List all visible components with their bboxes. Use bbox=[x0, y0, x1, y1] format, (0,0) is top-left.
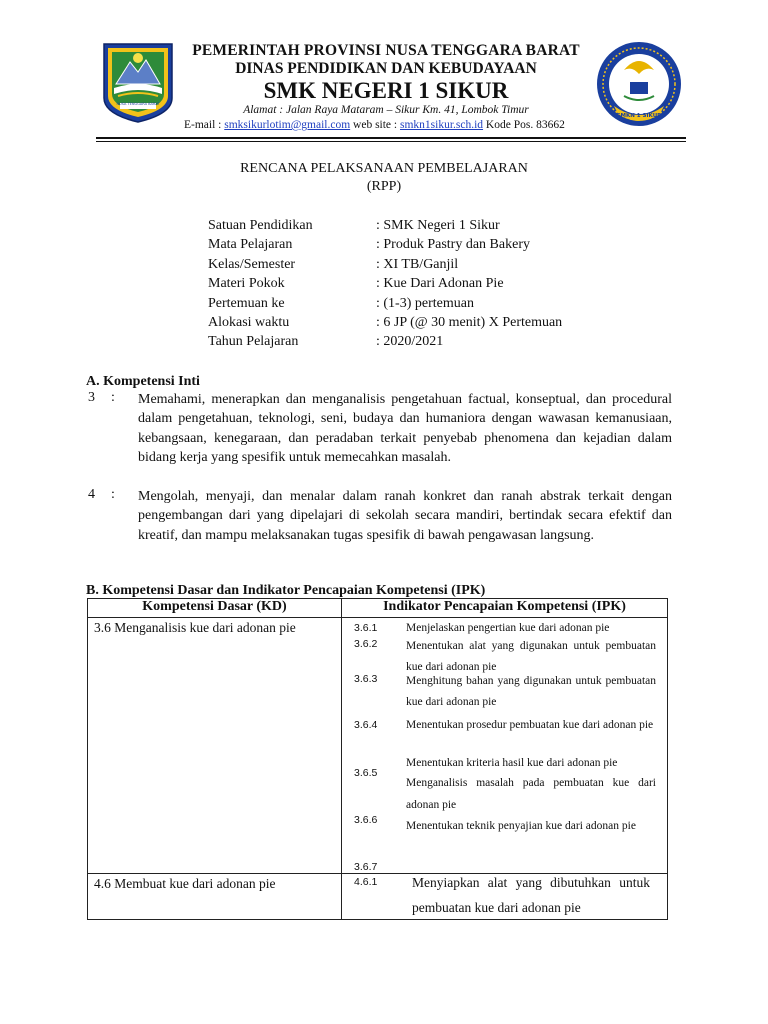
info-label: Kelas/Semester bbox=[208, 256, 296, 272]
letterhead-contact bbox=[184, 119, 565, 131]
document-subtitle: (RPP) bbox=[366, 179, 402, 194]
ki-text: Memahami, menerapkan dan menganalisis pengetahuan factual, konseptual, dan procedural dalam pengetahuan, teknologi, seni, budaya dan humaniora dengan wawasan kemanusiaan, kebangsaan, kenegaraan, dan peradaban terkait penyebab phenomena dan kejadian dalam bidang kerja yang spesifik untuk memecahkan masalah. bbox=[138, 392, 672, 466]
ki-number: 4 bbox=[88, 487, 95, 502]
info-row bbox=[208, 334, 562, 353]
letterhead-school-name: SMK NEGERI 1 SIKUR bbox=[263, 78, 509, 103]
ipk-number: 3.6.4 bbox=[354, 719, 378, 731]
website-link[interactable]: smkn1sikur.sch.id bbox=[399, 119, 484, 131]
letterhead-government: PEMERINTAH PROVINSI NUSA TENGGARA BARAT bbox=[192, 42, 580, 59]
ntb-emblem-logo bbox=[98, 40, 178, 124]
ipk-text: Menentukan alat yang digunakan untuk pembuatan kue dari adonan pie bbox=[406, 640, 656, 673]
ipk-text: Menghitung bahan yang digunakan untuk pembuatan kue dari adonan pie bbox=[406, 675, 656, 708]
table-row bbox=[88, 874, 668, 920]
info-value: : (1-3) pertemuan bbox=[376, 295, 474, 311]
info-label: Mata Pelajaran bbox=[208, 237, 293, 253]
info-row bbox=[208, 237, 562, 256]
section-a-heading: A. Kompetensi Inti bbox=[86, 374, 200, 389]
kd-cell: 4.6 Membuat kue dari adonan pie bbox=[88, 874, 342, 920]
email-link[interactable]: smksikurlotim@gmail.com bbox=[224, 119, 351, 131]
ipk-number: 3.6.2 bbox=[354, 638, 378, 650]
info-label: Alokasi waktu bbox=[208, 314, 290, 330]
ntb-logo-text: NUSA TENGGARA BARAT bbox=[116, 102, 160, 106]
letterhead-divider-thin bbox=[96, 141, 686, 142]
ki-colon: : bbox=[111, 390, 115, 405]
ipk-text: Menentukan kriteria hasil kue dari adonan pie bbox=[406, 757, 618, 769]
info-label: Pertemuan ke bbox=[208, 295, 285, 311]
ipk-text: Menentukan teknik penyajian kue dari adonan pie bbox=[406, 820, 636, 832]
info-value: : Kue Dari Adonan Pie bbox=[376, 276, 504, 292]
info-value: : XI TB/Ganjil bbox=[376, 256, 459, 272]
ipk-number: 3.6.5 bbox=[354, 767, 378, 779]
info-value: : 6 JP (@ 30 menit) X Pertemuan bbox=[376, 314, 563, 330]
ipk-number: 4.6.1 bbox=[354, 876, 378, 888]
letterhead-department: DINAS PENDIDIKAN DAN KEBUDAYAAN bbox=[235, 60, 537, 77]
document-title: RENCANA PELAKSANAAN PEMBELAJARAN bbox=[240, 161, 528, 176]
ipk-number: 3.6.3 bbox=[354, 673, 378, 685]
info-row bbox=[208, 276, 562, 295]
ipk-column-header: Indikator Pencapaian Kompetensi (IPK) bbox=[342, 599, 668, 618]
info-value: : Produk Pastry dan Bakery bbox=[376, 237, 530, 253]
ipk-text: Menentukan prosedur pembuatan kue dari adonan pie bbox=[406, 719, 654, 731]
kd-cell: 3.6 Menganalisis kue dari adonan pie bbox=[88, 618, 342, 874]
info-row bbox=[208, 296, 562, 315]
ipk-text: Menganalisis masalah pada pembuatan kue dari adonan pie bbox=[406, 777, 656, 811]
table-header-row bbox=[88, 599, 668, 618]
info-row bbox=[208, 315, 562, 334]
info-label: Satuan Pendidikan bbox=[208, 218, 313, 233]
info-row bbox=[208, 218, 562, 237]
ipk-number: 3.6.1 bbox=[354, 622, 378, 634]
info-row bbox=[208, 257, 562, 276]
ipk-cell bbox=[342, 618, 668, 874]
info-label: Materi Pokok bbox=[208, 276, 285, 292]
info-label: Tahun Pelajaran bbox=[208, 334, 299, 350]
ipk-text: Menjelaskan pengertian kue dari adonan pie bbox=[406, 622, 610, 634]
postal-code: Kode Pos. 83662 bbox=[485, 119, 565, 131]
web-label: web site : bbox=[353, 119, 398, 131]
ipk-number: 3.6.7 bbox=[354, 861, 378, 873]
letterhead-address: Alamat : Jalan Raya Mataram – Sikur Km. 41, Lombok Timur bbox=[243, 104, 529, 116]
kd-column-header: Kompetensi Dasar (KD) bbox=[88, 599, 342, 618]
table-row bbox=[88, 618, 668, 874]
kd-ipk-table bbox=[87, 598, 668, 920]
ipk-text: Menyiapkan alat yang dibutuhkan untuk pembuatan kue dari adonan pie bbox=[412, 875, 650, 915]
info-value: : 2020/2021 bbox=[376, 334, 444, 350]
section-b-heading: B. Kompetensi Dasar dan Indikator Pencapaian Kompetensi (IPK) bbox=[86, 583, 486, 598]
letterhead-divider-thick bbox=[96, 137, 686, 139]
ipk-cell bbox=[342, 874, 668, 920]
info-value: : SMK Negeri 1 Sikur bbox=[376, 218, 500, 233]
identity-info bbox=[208, 218, 562, 354]
school-logo-text: SMKN 1 SIKUR bbox=[616, 113, 662, 119]
ipk-number: 3.6.6 bbox=[354, 814, 378, 826]
ki-number: 3 bbox=[88, 390, 95, 405]
ki-text: Mengolah, menyaji, dan menalar dalam ranah konkret dan ranah abstrak terkait dengan pengembangan dari yang dipelajari di sekolah secara mandiri, bertindak secara efektif dan kreatif, dan mampu melaksanakan tugas spesifik di bawah pengawasan langsung. bbox=[138, 489, 672, 543]
email-label: E-mail : bbox=[184, 119, 222, 131]
ki-colon: : bbox=[111, 487, 115, 502]
